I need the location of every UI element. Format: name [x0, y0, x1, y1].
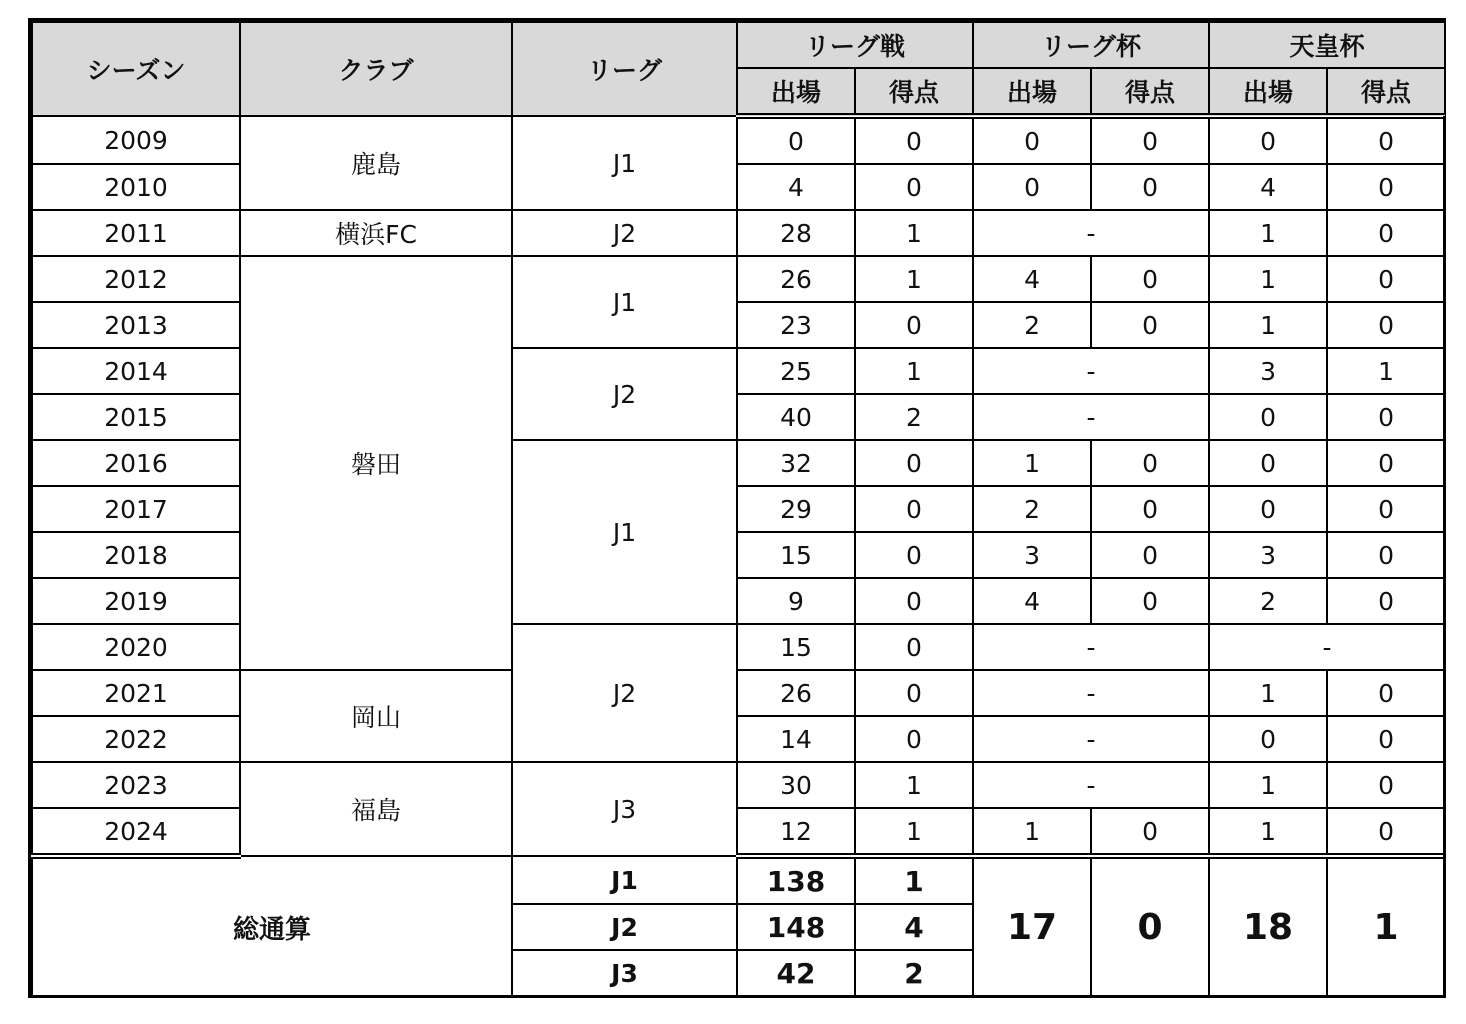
league-apps-cell: 23: [737, 302, 855, 348]
emperors-cup-apps-cell: 0: [1209, 716, 1327, 762]
league-goals-cell: 0: [855, 302, 973, 348]
emperors-cup-goals-cell: 0: [1327, 486, 1445, 532]
emperors-cup-goals-header: 得点: [1327, 68, 1445, 116]
league-cup-dash-cell: -: [973, 762, 1209, 808]
season-cell: 2023: [32, 762, 240, 808]
grand-total-label: 総通算: [32, 856, 512, 996]
league-cup-apps-cell: 3: [973, 532, 1091, 578]
league-cup-apps-cell: 1: [973, 440, 1091, 486]
emperors-cup-apps-cell: 0: [1209, 440, 1327, 486]
league-apps-cell: 12: [737, 808, 855, 856]
emperors-cup-apps-cell: 0: [1209, 394, 1327, 440]
league-goals-cell: 1: [855, 762, 973, 808]
league-goals-cell: 0: [855, 624, 973, 670]
season-cell: 2016: [32, 440, 240, 486]
season-cell: 2012: [32, 256, 240, 302]
league-match-header: リーグ戦: [737, 22, 973, 68]
league-goals-cell: 0: [855, 116, 973, 164]
table-row: [32, 116, 1445, 164]
league-goals-cell: 0: [855, 670, 973, 716]
league-goals-cell: 1: [855, 808, 973, 856]
emperors-cup-apps-cell: 4: [1209, 164, 1327, 210]
league-goals-cell: 0: [855, 578, 973, 624]
totals-row: [32, 856, 1445, 904]
league-apps-cell: 15: [737, 624, 855, 670]
league-apps-cell: 29: [737, 486, 855, 532]
league-cup-apps-cell: 4: [973, 256, 1091, 302]
emperors-cup-goals-cell: 0: [1327, 210, 1445, 256]
emperors-cup-dash-cell: -: [1209, 624, 1445, 670]
league-apps-cell: 26: [737, 670, 855, 716]
total-league-cell: J2: [512, 904, 737, 950]
league-cup-apps-cell: 2: [973, 486, 1091, 532]
league-match-goals-header: 得点: [855, 68, 973, 116]
emperors-cup-apps-cell: 1: [1209, 256, 1327, 302]
emperors-cup-apps-cell: 3: [1209, 348, 1327, 394]
league-cell: J1: [512, 116, 737, 210]
league-goals-cell: 0: [855, 164, 973, 210]
emperors-cup-header: 天皇杯: [1209, 22, 1445, 68]
club-cell: 横浜FC: [240, 210, 512, 256]
league-apps-cell: 30: [737, 762, 855, 808]
emperors-cup-apps-header: 出場: [1209, 68, 1327, 116]
total-league-goals-cell: 1: [855, 856, 973, 904]
emperors-cup-goals-cell: 0: [1327, 394, 1445, 440]
season-cell: 2014: [32, 348, 240, 394]
league-cup-goals-cell: 0: [1091, 440, 1209, 486]
league-goals-cell: 0: [855, 532, 973, 578]
league-cup-dash-cell: -: [973, 624, 1209, 670]
league-apps-cell: 25: [737, 348, 855, 394]
league-cell: J1: [512, 440, 737, 624]
stats-grid: [31, 21, 1446, 997]
league-goals-cell: 0: [855, 486, 973, 532]
league-cup-goals-cell: 0: [1091, 578, 1209, 624]
league-cup-apps-cell: 0: [973, 116, 1091, 164]
league-cup-header: リーグ杯: [973, 22, 1209, 68]
table-row: [32, 210, 1445, 256]
total-league-apps-cell: 138: [737, 856, 855, 904]
league-goals-cell: 1: [855, 256, 973, 302]
emperors-cup-apps-cell: 2: [1209, 578, 1327, 624]
league-cup-goals-cell: 0: [1091, 256, 1209, 302]
emperors-cup-apps-cell: 0: [1209, 486, 1327, 532]
league-cup-goals-cell: 0: [1091, 164, 1209, 210]
league-goals-cell: 2: [855, 394, 973, 440]
league-cup-goals-cell: 0: [1091, 808, 1209, 856]
league-cup-apps-cell: 2: [973, 302, 1091, 348]
table-row: [32, 256, 1445, 302]
league-cup-goals-cell: 0: [1091, 532, 1209, 578]
total-emperors-cup-apps: 18: [1209, 856, 1327, 996]
season-cell: 2022: [32, 716, 240, 762]
league-goals-cell: 1: [855, 348, 973, 394]
emperors-cup-goals-cell: 0: [1327, 256, 1445, 302]
season-cell: 2015: [32, 394, 240, 440]
club-header: クラブ: [240, 22, 512, 116]
league-cell: J3: [512, 762, 737, 856]
season-cell: 2011: [32, 210, 240, 256]
emperors-cup-goals-cell: 0: [1327, 716, 1445, 762]
emperors-cup-apps-cell: 0: [1209, 116, 1327, 164]
league-cell: J2: [512, 624, 737, 762]
league-cup-goals-cell: 0: [1091, 116, 1209, 164]
league-cup-apps-cell: 1: [973, 808, 1091, 856]
emperors-cup-goals-cell: 0: [1327, 670, 1445, 716]
total-league-apps-cell: 42: [737, 950, 855, 996]
emperors-cup-apps-cell: 1: [1209, 670, 1327, 716]
league-cell: J2: [512, 210, 737, 256]
league-cup-dash-cell: -: [973, 716, 1209, 762]
emperors-cup-apps-cell: 3: [1209, 532, 1327, 578]
table-row: [32, 670, 1445, 716]
total-league-apps-cell: 148: [737, 904, 855, 950]
table-row: [32, 762, 1445, 808]
season-cell: 2021: [32, 670, 240, 716]
emperors-cup-apps-cell: 1: [1209, 302, 1327, 348]
emperors-cup-apps-cell: 1: [1209, 762, 1327, 808]
club-cell: 岡山: [240, 670, 512, 762]
league-match-apps-header: 出場: [737, 68, 855, 116]
emperors-cup-goals-cell: 0: [1327, 532, 1445, 578]
league-apps-cell: 14: [737, 716, 855, 762]
total-league-cell: J3: [512, 950, 737, 996]
league-cell: J2: [512, 348, 737, 440]
league-apps-cell: 9: [737, 578, 855, 624]
league-apps-cell: 4: [737, 164, 855, 210]
emperors-cup-goals-cell: 0: [1327, 808, 1445, 856]
season-cell: 2010: [32, 164, 240, 210]
season-header: シーズン: [32, 22, 240, 116]
league-apps-cell: 0: [737, 116, 855, 164]
emperors-cup-apps-cell: 1: [1209, 808, 1327, 856]
emperors-cup-goals-cell: 0: [1327, 440, 1445, 486]
total-league-cup-goals: 0: [1091, 856, 1209, 996]
league-cup-dash-cell: -: [973, 348, 1209, 394]
league-apps-cell: 28: [737, 210, 855, 256]
league-cup-dash-cell: -: [973, 670, 1209, 716]
league-apps-cell: 26: [737, 256, 855, 302]
season-cell: 2018: [32, 532, 240, 578]
league-goals-cell: 0: [855, 440, 973, 486]
season-cell: 2019: [32, 578, 240, 624]
emperors-cup-goals-cell: 0: [1327, 116, 1445, 164]
emperors-cup-goals-cell: 1: [1327, 348, 1445, 394]
emperors-cup-goals-cell: 0: [1327, 578, 1445, 624]
league-header: リーグ: [512, 22, 737, 116]
league-cup-dash-cell: -: [973, 394, 1209, 440]
season-cell: 2013: [32, 302, 240, 348]
season-cell: 2024: [32, 808, 240, 856]
league-cup-apps-header: 出場: [973, 68, 1091, 116]
emperors-cup-apps-cell: 1: [1209, 210, 1327, 256]
league-cup-goals-cell: 0: [1091, 486, 1209, 532]
league-cup-dash-cell: -: [973, 210, 1209, 256]
season-cell: 2009: [32, 116, 240, 164]
emperors-cup-goals-cell: 0: [1327, 762, 1445, 808]
season-cell: 2017: [32, 486, 240, 532]
career-stats-table: [28, 18, 1446, 998]
league-goals-cell: 0: [855, 716, 973, 762]
league-goals-cell: 1: [855, 210, 973, 256]
season-cell: 2020: [32, 624, 240, 670]
total-league-cell: J1: [512, 856, 737, 904]
club-cell: 磐田: [240, 256, 512, 670]
total-league-goals-cell: 4: [855, 904, 973, 950]
league-cup-goals-header: 得点: [1091, 68, 1209, 116]
league-apps-cell: 32: [737, 440, 855, 486]
total-league-cup-apps: 17: [973, 856, 1091, 996]
club-cell: 福島: [240, 762, 512, 856]
league-apps-cell: 15: [737, 532, 855, 578]
league-cup-apps-cell: 4: [973, 578, 1091, 624]
league-cup-goals-cell: 0: [1091, 302, 1209, 348]
emperors-cup-goals-cell: 0: [1327, 302, 1445, 348]
total-league-goals-cell: 2: [855, 950, 973, 996]
league-apps-cell: 40: [737, 394, 855, 440]
emperors-cup-goals-cell: 0: [1327, 164, 1445, 210]
total-emperors-cup-goals: 1: [1327, 856, 1445, 996]
league-cell: J1: [512, 256, 737, 348]
league-cup-apps-cell: 0: [973, 164, 1091, 210]
club-cell: 鹿島: [240, 116, 512, 210]
